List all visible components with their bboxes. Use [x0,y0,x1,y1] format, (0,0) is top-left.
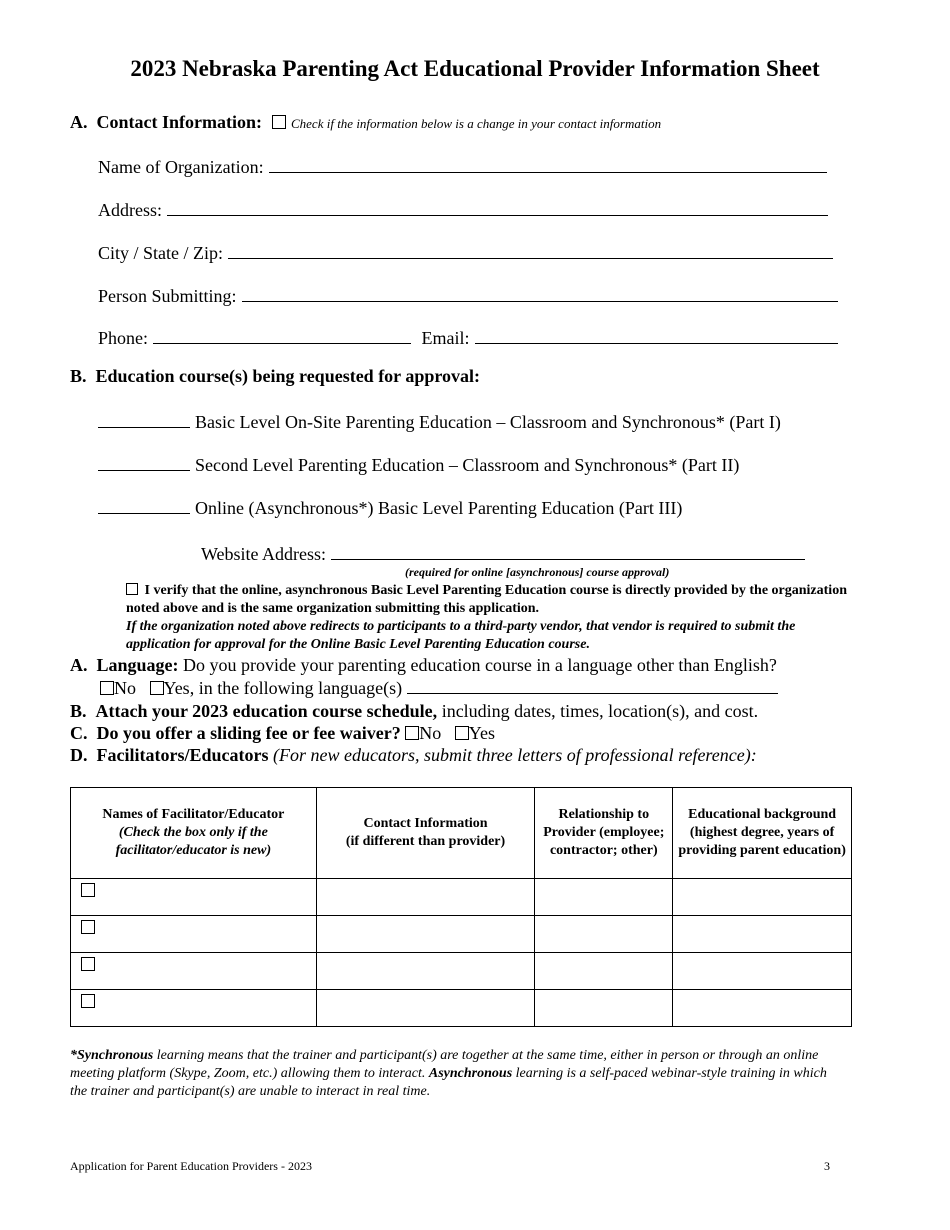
contact-cell[interactable] [316,879,535,916]
fee-yes-checkbox[interactable] [455,726,469,740]
footnote-async-text: learning is a self-paced webinar-style training in which the trainer and participant(s) are unable to interact in real time. [70,1066,827,1099]
phone-email-field [98,328,838,349]
organization-input[interactable] [269,159,827,173]
course-item [98,498,682,519]
schedule-rest: including dates, times, location(s), and cost. [441,701,759,721]
fee-label: Do you offer a sliding fee or fee waiver? [96,723,401,743]
fee-no-checkbox[interactable] [405,726,419,740]
fee-letter: C. [70,723,88,743]
language-question [70,655,777,676]
email-input[interactable] [475,330,838,344]
course-part3-label: Online (Asynchronous*) Basic Level Parenting Education (Part III) [195,498,683,518]
relationship-cell[interactable] [535,879,673,916]
page-title: 2023 Nebraska Parenting Act Educational Provider Information Sheet [130,56,820,81]
facilitator-name-cell[interactable] [71,916,317,953]
address-input[interactable] [167,202,828,216]
verify-checkbox[interactable] [126,583,138,595]
schedule-item [70,701,758,722]
language-label: Language: [96,655,179,675]
section-a-heading: Contact Information: [96,112,262,132]
header-contact-info [316,788,535,879]
header-facilitator-title: Names of Facilitator/Educator [102,807,285,822]
language-yes-label: Yes, in the following language(s) [163,678,403,698]
website-label: Website Address: [201,544,327,564]
contact-cell[interactable] [316,953,535,990]
facilitator-name-cell[interactable] [71,879,317,916]
section-a-letter: A. [70,112,88,132]
contact-cell[interactable] [316,916,535,953]
language-no-label: No [114,678,136,698]
facilitators-letter: D. [70,745,88,765]
course-part2-blank[interactable] [98,457,190,471]
course-item [98,455,739,476]
relationship-cell[interactable] [535,953,673,990]
table-row [71,879,852,916]
section-b-letter: B. [70,366,87,386]
fee-item [70,723,495,744]
fee-yes-label: Yes [468,723,495,743]
page-number: 3 [824,1159,830,1173]
course-item [98,412,781,433]
contact-change-note: Check if the information below is a change in your contact information [290,116,662,131]
phone-input[interactable] [153,330,411,344]
schedule-label: Attach your 2023 education course schedule, [95,701,438,721]
table-row [71,990,852,1027]
language-options [100,678,778,699]
language-input[interactable] [407,680,778,694]
language-question-text: Do you provide your parenting education course in a language other than English? [183,655,777,675]
new-facilitator-checkbox[interactable] [81,920,95,934]
footer-text: Application for Parent Education Providers - 2023 [70,1159,312,1173]
background-cell[interactable] [673,916,852,953]
footnote-sync-text: learning means that the trainer and participant(s) are together at the same time, either in person or through an online meeting platform (Skype, Zoom, etc.) allowing them to interact. [70,1048,819,1081]
header-relationship: Relationship to Provider (employee; contractor; other) [535,788,673,879]
city-state-zip-field [98,243,833,264]
website-field [201,544,805,565]
relationship-cell[interactable] [535,916,673,953]
facilitators-item [70,745,757,766]
header-contact-title: Contact Information [363,816,488,831]
footnote-async-term: Asynchronous [428,1066,513,1081]
language-no-checkbox[interactable] [100,681,114,695]
organization-field [98,157,827,178]
email-label: Email: [421,328,470,348]
footnote [70,1047,846,1101]
person-submitting-input[interactable] [242,288,838,302]
contact-cell[interactable] [316,990,535,1027]
facilitators-label: Facilitators/Educators [96,745,269,765]
new-facilitator-checkbox[interactable] [81,883,95,897]
city-state-zip-input[interactable] [228,245,833,259]
language-letter: A. [70,655,88,675]
schedule-letter: B. [70,701,87,721]
relationship-cell[interactable] [535,990,673,1027]
course-part3-blank[interactable] [98,500,190,514]
course-part2-label: Second Level Parenting Education – Classroom and Synchronous* (Part II) [195,455,740,475]
fee-no-label: No [419,723,442,743]
verify-text: I verify that the online, asynchronous Basic Level Parenting Education course is directly provided by the organization noted above and is the same organization submitting this application. [126,583,847,616]
person-submitting-field [98,286,838,307]
table-row [71,916,852,953]
address-field [98,200,828,221]
language-yes-checkbox[interactable] [150,681,164,695]
address-label: Address: [98,200,162,220]
website-note: (required for online [asynchronous] course approval) [405,565,670,579]
new-facilitator-checkbox[interactable] [81,994,95,1008]
website-input[interactable] [331,546,805,560]
header-facilitator-name [71,788,317,879]
header-contact-sub: (if different than provider) [345,834,506,849]
facilitators-note: (For new educators, submit three letters of professional reference): [272,745,757,765]
header-facilitator-sub: (Check the box only if the facilitator/educator is new) [115,825,272,858]
table-header-row [71,788,852,879]
table-row [71,953,852,990]
background-cell[interactable] [673,953,852,990]
course-part1-blank[interactable] [98,414,190,428]
city-state-zip-label: City / State / Zip: [98,243,223,263]
facilitator-name-cell[interactable] [71,953,317,990]
header-educational-background: Educational background (highest degree, years of providing parent education) [673,788,852,879]
background-cell[interactable] [673,990,852,1027]
footnote-sync-term: *Synchronous [70,1048,154,1063]
facilitators-table [70,787,852,1027]
section-b-header [70,366,480,387]
course-part1-label: Basic Level On-Site Parenting Education – Classroom and Synchronous* (Part I) [195,412,781,432]
background-cell[interactable] [673,879,852,916]
phone-label: Phone: [98,328,149,348]
facilitator-name-cell[interactable] [71,990,317,1027]
organization-label: Name of Organization: [98,157,264,177]
contact-change-checkbox[interactable] [272,115,286,129]
section-a-header [70,112,661,133]
redirect-note: If the organization noted above redirects to participants to a third-party vendor, that vendor is required to submit the application for approval for the Online Basic Level Parenting Education course. [126,619,796,652]
person-submitting-label: Person Submitting: [98,286,237,306]
new-facilitator-checkbox[interactable] [81,957,95,971]
verify-statement [126,582,852,654]
section-b-heading: Education course(s) being requested for approval: [95,366,481,386]
